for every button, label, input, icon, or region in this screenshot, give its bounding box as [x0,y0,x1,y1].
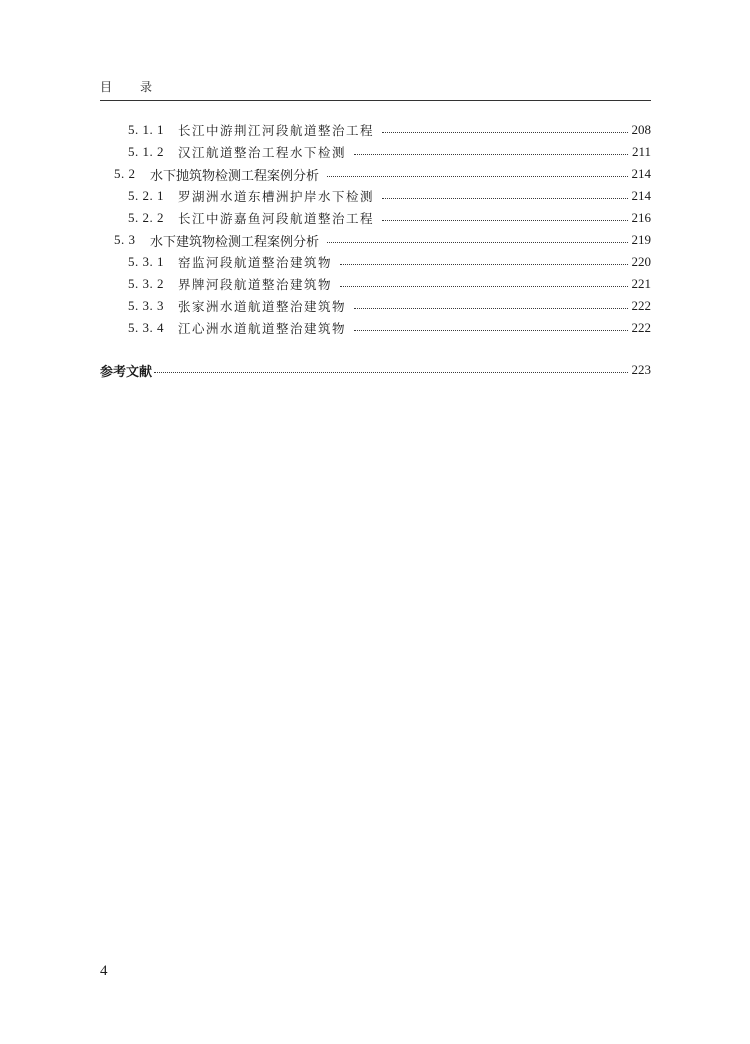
toc-leader-dots [354,298,627,309]
toc-entry-page: 223 [631,362,651,377]
toc-leader-dots [382,122,627,133]
toc-references-entry[interactable] [100,360,651,380]
page-number: 4 [100,963,108,979]
toc-entry-page: 208 [631,122,651,137]
toc-entry-title: 界牌河段航道整治建筑物 [178,277,333,292]
toc-entry-title: 窑监河段航道整治建筑物 [178,255,333,270]
toc-leader-dots [382,188,627,199]
toc-entry[interactable] [128,296,651,316]
toc-entry-number: 5. 1. 2 [128,144,164,159]
toc-entry-title: 张家洲水道航道整治建筑物 [178,299,347,314]
toc-entry[interactable] [128,318,651,338]
toc-entry-number: 5. 2 [114,166,136,181]
toc-entry[interactable] [128,274,651,294]
toc-entry-page: 216 [631,210,651,225]
toc-entry-title: 参考文献 [100,364,153,380]
toc-entry-page: 220 [631,254,651,269]
toc-entry-number: 5. 1. 1 [128,122,164,137]
toc-leader-dots [354,144,628,155]
toc-entry[interactable] [128,208,651,228]
toc-entry-page: 222 [631,320,651,335]
toc-entry[interactable] [128,120,651,140]
toc-entry-page: 211 [631,144,651,159]
toc-entry[interactable] [128,142,651,162]
toc-entry-title: 罗湖洲水道东槽洲护岸水下检测 [178,189,375,204]
toc-entry-number: 5. 2. 1 [128,188,164,203]
toc-section-entry[interactable] [114,164,651,184]
toc-leader-dots [327,166,627,177]
toc-entry-title: 汉江航道整治工程水下检测 [178,145,347,160]
toc-entry-title: 江心洲水道航道整治建筑物 [178,321,347,336]
toc-leader-dots [154,362,627,373]
toc-entry-number: 5. 3. 4 [128,320,164,335]
toc-leader-dots [382,210,627,221]
toc-entry-page: 214 [631,166,651,181]
toc-entry-number: 5. 3 [114,232,136,247]
toc-section-entry[interactable] [114,230,651,250]
toc-entry-page: 222 [631,298,651,313]
toc-entry-title: 水下建筑物检测工程案例分析 [150,234,320,250]
toc-entry-number: 5. 3. 1 [128,254,164,269]
toc-entry-number: 5. 3. 3 [128,298,164,313]
toc-entry[interactable] [128,186,651,206]
toc-entry-page: 219 [631,232,651,247]
toc-entry-title: 长江中游嘉鱼河段航道整治工程 [178,211,375,226]
toc-entry-title: 长江中游荆江河段航道整治工程 [178,123,375,138]
table-of-contents [0,0,750,400]
toc-leader-dots [354,320,627,331]
toc-entry-page: 221 [631,276,651,291]
toc-entry-title: 水下抛筑物检测工程案例分析 [150,168,320,184]
toc-entry-number: 5. 3. 2 [128,276,164,291]
toc-leader-dots [340,254,627,265]
toc-leader-dots [327,232,627,243]
toc-entry-number: 5. 2. 2 [128,210,164,225]
toc-leader-dots [340,276,627,287]
toc-entry[interactable] [128,252,651,272]
header-title: 目录 [100,80,181,94]
toc-entry-page: 214 [631,188,651,203]
